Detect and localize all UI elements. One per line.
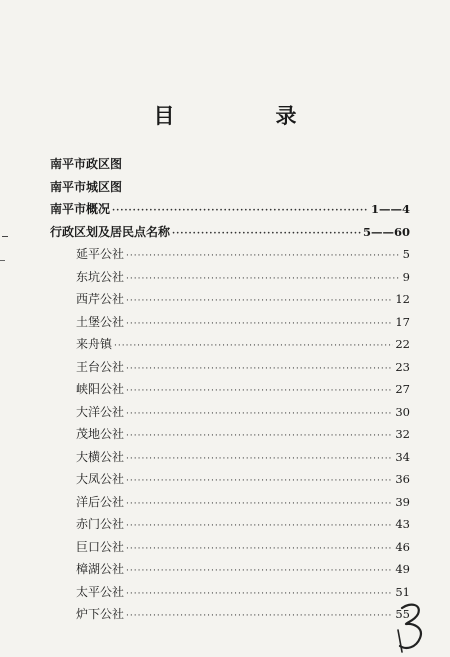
- toc-entry-page: 49: [395, 562, 410, 576]
- toc-entry: [50, 581, 410, 604]
- toc-entry: [50, 468, 410, 491]
- scan-mark: [0, 260, 5, 261]
- toc-entry: [50, 603, 410, 626]
- toc-entry-label: 南平市城区图: [50, 179, 123, 194]
- dot-leader: [126, 493, 393, 516]
- toc-entry-page: 43: [395, 517, 410, 531]
- toc-entry-page: 12: [395, 292, 410, 306]
- dot-leader: [172, 223, 361, 246]
- dot-leader: [126, 358, 393, 381]
- toc-entry-page: 30: [395, 404, 410, 419]
- toc-entry: [50, 513, 410, 536]
- dot-leader: [114, 335, 393, 358]
- toc-entry-label: 大横公社: [76, 449, 125, 464]
- toc-entry-label: 峡阳公社: [76, 382, 125, 396]
- toc-entry-label: 南平市政区图: [50, 157, 123, 171]
- toc-entry-page: 23: [395, 359, 410, 374]
- toc-entry-label: 东坑公社: [76, 269, 125, 284]
- toc-entry-page: 1——4: [370, 202, 410, 216]
- toc-entry-page: 17: [395, 314, 410, 329]
- toc-entry: [50, 356, 410, 379]
- toc-entry-label: 炉下公社: [76, 607, 125, 621]
- toc-entry-label: 南平市概况: [50, 202, 111, 216]
- toc-entry: [50, 401, 410, 424]
- toc-entry-page: 51: [395, 584, 410, 599]
- toc-entry-label: 太平公社: [76, 584, 125, 599]
- dot-leader: [126, 380, 393, 403]
- toc-entry-page: 27: [395, 382, 410, 396]
- toc-entry: [50, 491, 410, 514]
- dot-leader: [126, 245, 401, 268]
- toc-entry-label: 洋后公社: [76, 494, 125, 509]
- toc-entry: [50, 558, 410, 581]
- dot-leader: [126, 470, 393, 493]
- toc-entry-label: 行政区划及居民点名称: [50, 224, 171, 239]
- dot-leader: [126, 583, 393, 606]
- toc-entry: [50, 221, 410, 244]
- toc-entry: [50, 266, 410, 289]
- dot-leader: [126, 560, 393, 583]
- toc-entry-label: 来舟镇: [76, 337, 113, 351]
- toc-entry-page: 46: [395, 539, 410, 554]
- dot-leader: [126, 290, 393, 313]
- scan-mark: [2, 236, 8, 237]
- toc-entry-page: 39: [395, 494, 410, 509]
- toc-entry-label: 土堡公社: [76, 314, 125, 329]
- toc-entry-label: 西芹公社: [76, 292, 125, 306]
- toc-entry-page: 9: [402, 269, 410, 284]
- toc-entry-page: 5: [402, 247, 410, 261]
- dot-leader: [126, 448, 393, 471]
- toc-entry-label: 大洋公社: [76, 404, 125, 419]
- toc-entry: [50, 288, 410, 311]
- dot-leader: [126, 403, 393, 426]
- toc-entry-page: 34: [395, 449, 410, 464]
- toc-entry-page: 22: [395, 337, 410, 351]
- dot-leader: [126, 515, 393, 538]
- toc-entry-label: 大凤公社: [76, 472, 125, 486]
- toc-entry-page: 55: [395, 607, 410, 621]
- dot-leader: [126, 268, 401, 291]
- toc-entry-page: 32: [395, 427, 410, 441]
- toc-entry: [50, 311, 410, 334]
- dot-leader: [126, 538, 393, 561]
- dot-leader: [126, 605, 393, 628]
- dot-leader: [126, 313, 393, 336]
- toc-entry: [50, 333, 410, 356]
- toc-entry-label: 巨口公社: [76, 539, 125, 554]
- toc-entry: [50, 243, 410, 266]
- page-title: 目 录: [153, 103, 337, 128]
- toc-entry: [50, 446, 410, 469]
- dot-leader: [126, 425, 393, 448]
- toc-entry-label: 延平公社: [76, 247, 125, 261]
- toc-entry: [50, 198, 410, 221]
- toc-entry-label: 赤门公社: [76, 517, 125, 531]
- toc-entry-page: 36: [395, 472, 410, 486]
- toc-entry: [50, 378, 410, 401]
- handwritten-page-number: [396, 600, 430, 654]
- toc-entry-label: 茂地公社: [76, 427, 125, 441]
- dot-leader: [112, 200, 369, 223]
- toc-entry: [50, 153, 410, 176]
- toc-entry: [50, 176, 410, 199]
- toc-entry-page: 5——60: [362, 224, 410, 239]
- table-of-contents: [50, 153, 410, 626]
- toc-entry-label: 王台公社: [76, 359, 125, 374]
- toc-entry-label: 樟湖公社: [76, 562, 125, 576]
- toc-entry: [50, 423, 410, 446]
- toc-entry: [50, 536, 410, 559]
